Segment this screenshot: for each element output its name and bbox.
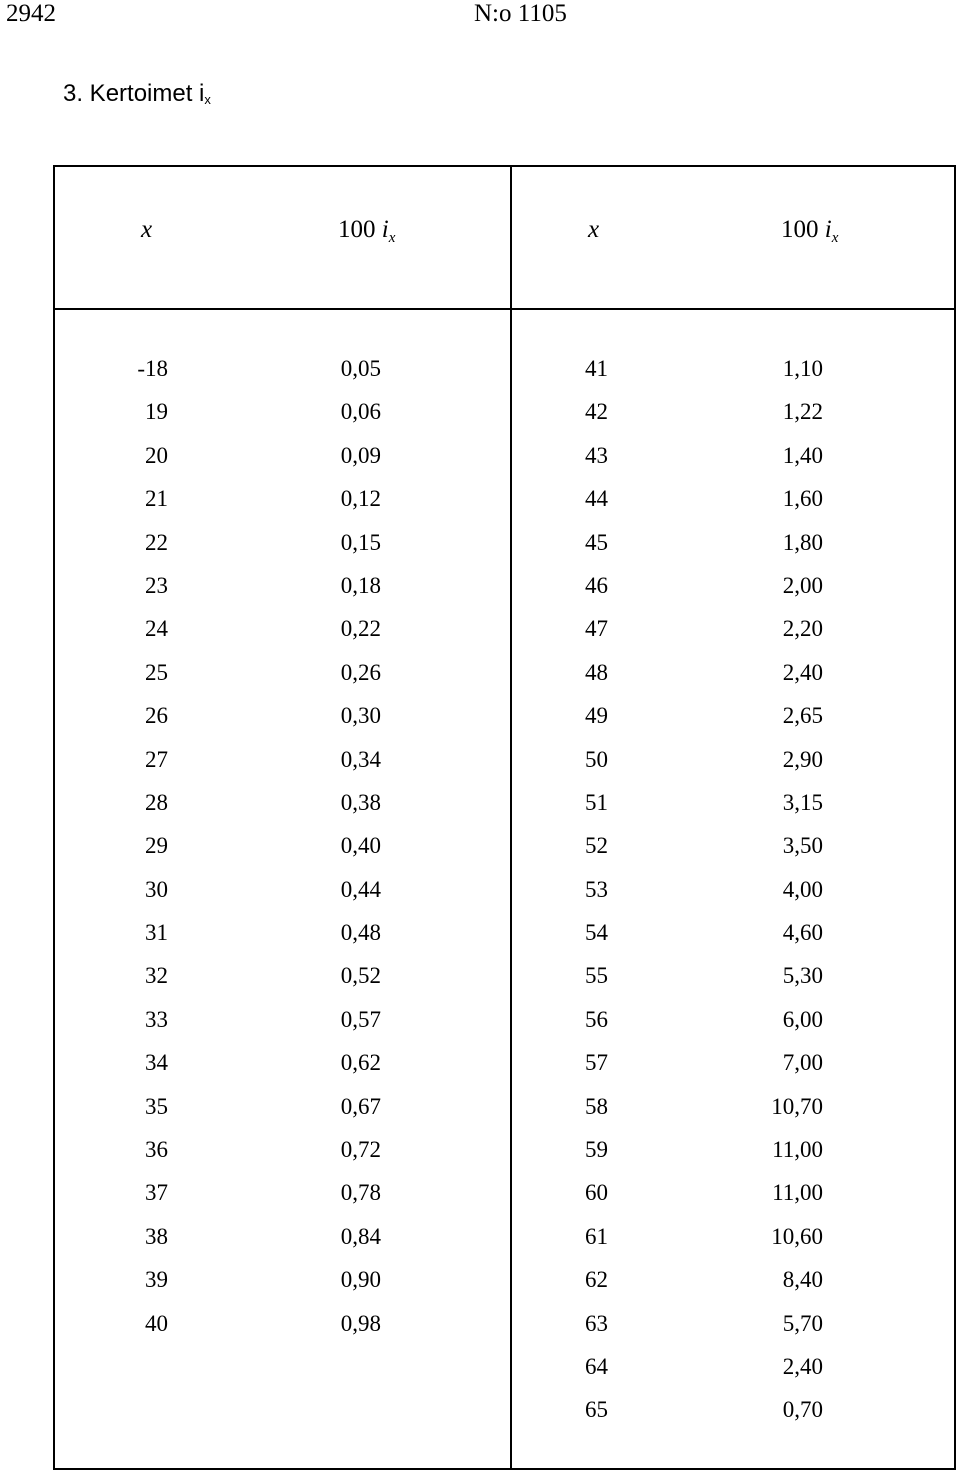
x-value-cell: 42 bbox=[585, 399, 608, 425]
ix-value-cell: 1,80 bbox=[782, 529, 823, 555]
x-value-cell: 53 bbox=[585, 876, 608, 902]
x-value-cell: 37 bbox=[145, 1180, 168, 1206]
ix-value-cell: 1,60 bbox=[782, 486, 823, 512]
right-100ix-number: 100 bbox=[781, 216, 819, 243]
ix-value-cell: 0,70 bbox=[782, 1397, 823, 1423]
x-value-cell: 45 bbox=[585, 529, 608, 555]
x-value-cell: 57 bbox=[585, 1050, 608, 1076]
x-value-cell: 60 bbox=[585, 1180, 608, 1206]
ix-value-cell: 0,72 bbox=[340, 1137, 381, 1163]
x-value-cell: 48 bbox=[585, 659, 608, 685]
left-ix-symbol bbox=[381, 216, 396, 246]
ix-value-cell: 0,22 bbox=[340, 616, 381, 642]
x-value-cell: 50 bbox=[585, 746, 608, 772]
x-value-cell: -18 bbox=[137, 356, 168, 381]
ix-value-cell: 7,00 bbox=[782, 1050, 823, 1076]
section-title-subscript: x bbox=[204, 92, 211, 107]
x-value-cell: 46 bbox=[585, 572, 608, 598]
left-x-column bbox=[115, 347, 168, 1345]
issue-number: N:o 1105 bbox=[474, 0, 567, 27]
x-value-cell: 56 bbox=[585, 1006, 608, 1032]
x-value-cell: 65 bbox=[585, 1397, 608, 1423]
ix-value-cell: 2,40 bbox=[782, 1353, 823, 1379]
section-title-text: 3. Kertoimet i bbox=[63, 80, 205, 107]
page-number: 2942 bbox=[6, 0, 56, 27]
x-value-cell: 24 bbox=[145, 616, 168, 642]
x-value-cell: 35 bbox=[145, 1093, 168, 1119]
x-value-cell: 29 bbox=[145, 833, 168, 859]
ix-value-cell: 10,60 bbox=[771, 1223, 823, 1249]
ix-value-cell: 0,30 bbox=[340, 703, 381, 729]
x-value-cell: 21 bbox=[145, 486, 168, 512]
x-value-cell: 52 bbox=[585, 833, 608, 859]
ix-value-cell: 5,70 bbox=[782, 1310, 823, 1336]
x-value-cell: 63 bbox=[585, 1310, 608, 1336]
right-ix-column bbox=[745, 347, 823, 1432]
x-value-cell: 19 bbox=[145, 399, 168, 425]
ix-value-cell: 0,84 bbox=[340, 1223, 381, 1249]
x-value-cell: 38 bbox=[145, 1223, 168, 1249]
ix-value-cell: 0,40 bbox=[340, 833, 381, 859]
ix-value-cell: 0,57 bbox=[340, 1006, 381, 1032]
x-value-cell: 26 bbox=[145, 703, 168, 729]
x-value-cell: 43 bbox=[585, 442, 608, 468]
header-divider bbox=[55, 308, 954, 310]
section-title bbox=[63, 80, 211, 108]
ix-value-cell: 0,15 bbox=[340, 529, 381, 555]
x-value-cell: 30 bbox=[145, 876, 168, 902]
ix-value-cell: 0,90 bbox=[340, 1267, 381, 1293]
x-value-cell: 64 bbox=[585, 1353, 608, 1379]
ix-value-cell: 0,05 bbox=[340, 356, 381, 381]
right-ix-subscript: x bbox=[831, 230, 839, 246]
x-value-cell: 49 bbox=[585, 703, 608, 729]
right-ix-symbol bbox=[824, 216, 839, 246]
left-x-header: x bbox=[141, 216, 153, 243]
ix-value-cell: 0,26 bbox=[340, 659, 381, 685]
x-value-cell: 44 bbox=[585, 486, 608, 512]
x-value-cell: 23 bbox=[145, 572, 168, 598]
ix-value-cell: 11,00 bbox=[772, 1180, 823, 1206]
ix-value-cell: 5,30 bbox=[782, 963, 823, 989]
ix-value-cell: 4,00 bbox=[782, 876, 823, 902]
ix-value-cell: 1,10 bbox=[782, 356, 823, 381]
left-100ix-header bbox=[338, 216, 395, 247]
ix-value-cell: 0,34 bbox=[340, 746, 381, 772]
right-x-header: x bbox=[588, 216, 600, 243]
coefficient-table bbox=[53, 165, 956, 1470]
ix-value-cell: 2,00 bbox=[782, 572, 823, 598]
x-value-cell: 40 bbox=[145, 1310, 168, 1336]
left-i-letter: i bbox=[381, 216, 389, 243]
x-value-cell: 27 bbox=[145, 746, 168, 772]
ix-value-cell: 6,00 bbox=[782, 1006, 823, 1032]
right-i-letter: i bbox=[824, 216, 832, 243]
x-value-cell: 47 bbox=[585, 616, 608, 642]
x-value-cell: 39 bbox=[145, 1267, 168, 1293]
ix-value-cell: 2,90 bbox=[782, 746, 823, 772]
ix-value-cell: 0,18 bbox=[340, 572, 381, 598]
ix-value-cell: 1,22 bbox=[782, 399, 823, 425]
x-value-cell: 59 bbox=[585, 1137, 608, 1163]
ix-value-cell: 0,78 bbox=[340, 1180, 381, 1206]
ix-value-cell: 4,60 bbox=[782, 920, 823, 946]
ix-value-cell: 0,52 bbox=[340, 963, 381, 989]
ix-value-cell: 2,20 bbox=[782, 616, 823, 642]
ix-value-cell: 3,15 bbox=[782, 789, 823, 815]
ix-value-cell: 1,40 bbox=[782, 442, 823, 468]
ix-value-cell: 0,44 bbox=[340, 876, 381, 902]
x-value-cell: 25 bbox=[145, 659, 168, 685]
x-value-cell: 20 bbox=[145, 442, 168, 468]
ix-value-cell: 0,48 bbox=[340, 920, 381, 946]
x-value-cell: 28 bbox=[145, 789, 168, 815]
x-value-cell: 33 bbox=[145, 1006, 168, 1032]
left-ix-subscript: x bbox=[388, 230, 396, 246]
ix-value-cell: 0,09 bbox=[340, 442, 381, 468]
x-value-cell: 41 bbox=[585, 356, 608, 381]
x-value-cell: 22 bbox=[145, 529, 168, 555]
ix-value-cell: 10,70 bbox=[771, 1093, 823, 1119]
ix-value-cell: 2,40 bbox=[782, 659, 823, 685]
x-value-cell: 34 bbox=[145, 1050, 168, 1076]
x-value-cell: 55 bbox=[585, 963, 608, 989]
ix-value-cell: 11,00 bbox=[772, 1137, 823, 1163]
ix-value-cell: 0,38 bbox=[340, 789, 381, 815]
left-ix-column bbox=[313, 347, 381, 1345]
x-value-cell: 58 bbox=[585, 1093, 608, 1119]
x-value-cell: 54 bbox=[585, 920, 608, 946]
right-100ix-header bbox=[781, 216, 838, 247]
ix-value-cell: 0,62 bbox=[340, 1050, 381, 1076]
ix-value-cell: 3,50 bbox=[782, 833, 823, 859]
left-100ix-number: 100 bbox=[338, 216, 376, 243]
x-value-cell: 51 bbox=[585, 789, 608, 815]
x-value-cell: 31 bbox=[145, 920, 168, 946]
ix-value-cell: 2,65 bbox=[782, 703, 823, 729]
column-divider bbox=[510, 167, 512, 1468]
ix-value-cell: 0,98 bbox=[340, 1310, 381, 1336]
x-value-cell: 61 bbox=[585, 1223, 608, 1249]
x-value-cell: 36 bbox=[145, 1137, 168, 1163]
ix-value-cell: 8,40 bbox=[782, 1267, 823, 1293]
x-value-cell: 32 bbox=[145, 963, 168, 989]
ix-value-cell: 0,12 bbox=[340, 486, 381, 512]
x-value-cell: 62 bbox=[585, 1267, 608, 1293]
ix-value-cell: 0,67 bbox=[340, 1093, 381, 1119]
ix-value-cell: 0,06 bbox=[340, 399, 381, 425]
right-x-column bbox=[560, 347, 608, 1432]
